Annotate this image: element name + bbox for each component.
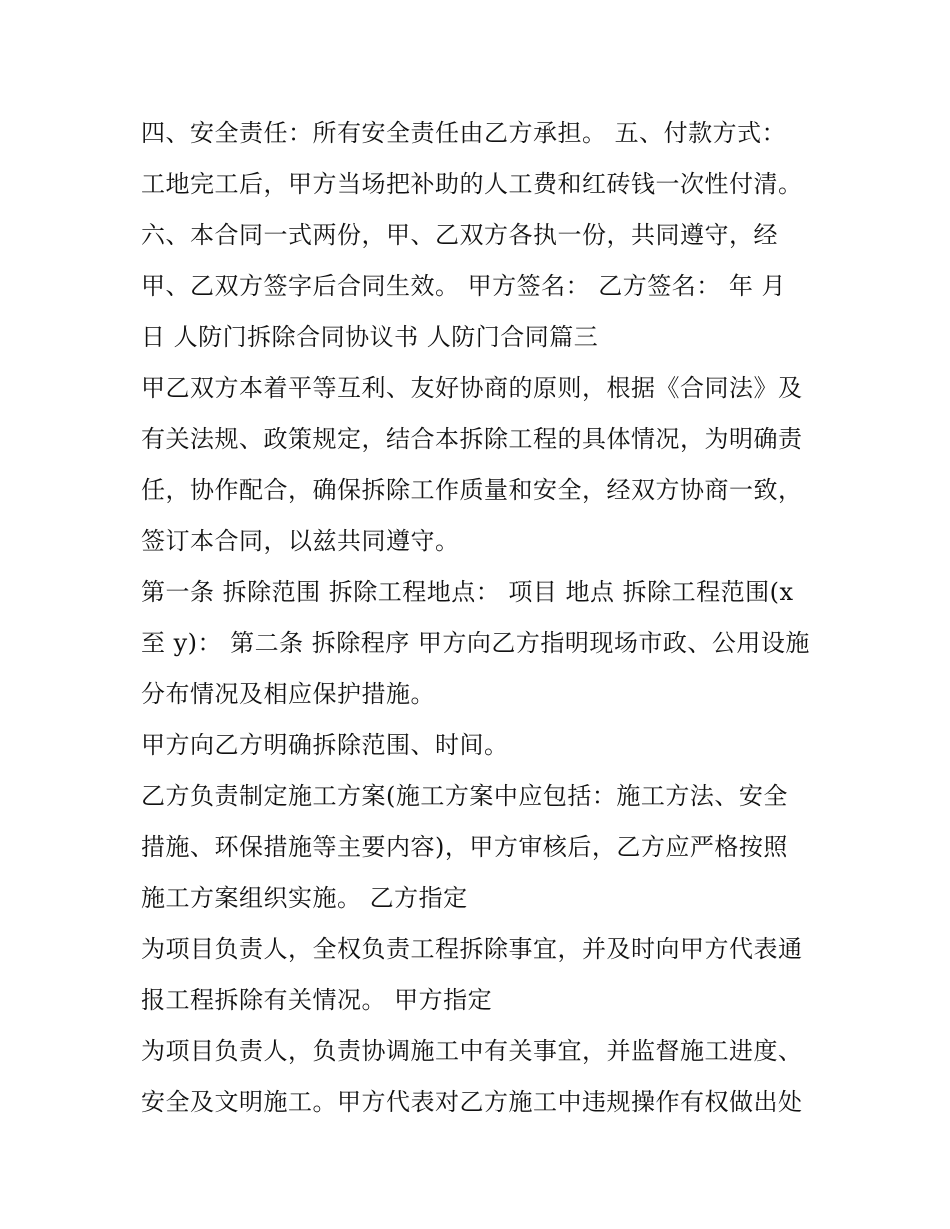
- document-body: [141, 108, 831, 1128]
- text-line: 第一条 拆除范围 拆除工程地点： 项目 地点 拆除工程范围(x: [141, 578, 794, 606]
- text-line: 报工程拆除有关情况。 甲方指定: [141, 986, 493, 1014]
- text-line: 乙方负责制定施工方案(施工方案中应包括：施工方法、安全: [141, 782, 788, 810]
- text-line: 签订本合同，以兹共同遵守。: [141, 527, 460, 555]
- text-line: 为项目负责人，负责协调施工中有关事宜，并监督施工进度、: [141, 1037, 803, 1065]
- text-line: 四、安全责任：所有安全责任由乙方承担。 五、付款方式：: [141, 119, 787, 147]
- text-line: 分布情况及相应保护措施。: [141, 680, 435, 708]
- text-line: 有关法规、政策规定，结合本拆除工程的具体情况，为明确责: [141, 425, 803, 453]
- text-line: 安全及文明施工。甲方代表对乙方施工中违规操作有权做出处: [141, 1088, 803, 1116]
- text-line: 措施、环保措施等主要内容)，甲方审核后，乙方应严格按照: [141, 833, 788, 861]
- text-line: 为项目负责人，全权负责工程拆除事宜，并及时向甲方代表通: [141, 935, 803, 963]
- text-line: 任，协作配合，确保拆除工作质量和安全，经双方协商一致，: [141, 476, 803, 504]
- text-line: 日 人防门拆除合同协议书 人防门合同篇三: [141, 323, 599, 351]
- text-line: 甲方向乙方明确拆除范围、时间。: [141, 731, 509, 759]
- text-line: 甲乙双方本着平等互利、友好协商的原则，根据《合同法》及: [141, 374, 803, 402]
- text-line: 至 y)： 第二条 拆除程序 甲方向乙方指明现场市政、公用设施: [141, 629, 810, 657]
- text-line: 六、本合同一式两份，甲、乙双方各执一份，共同遵守，经: [141, 221, 778, 249]
- text-line: 施工方案组织实施。 乙方指定: [141, 884, 468, 912]
- text-line: 甲、乙双方签字后合同生效。 甲方签名： 乙方签名： 年 月: [141, 272, 787, 300]
- text-line: 工地完工后，甲方当场把补助的人工费和红砖钱一次性付清。: [141, 170, 803, 198]
